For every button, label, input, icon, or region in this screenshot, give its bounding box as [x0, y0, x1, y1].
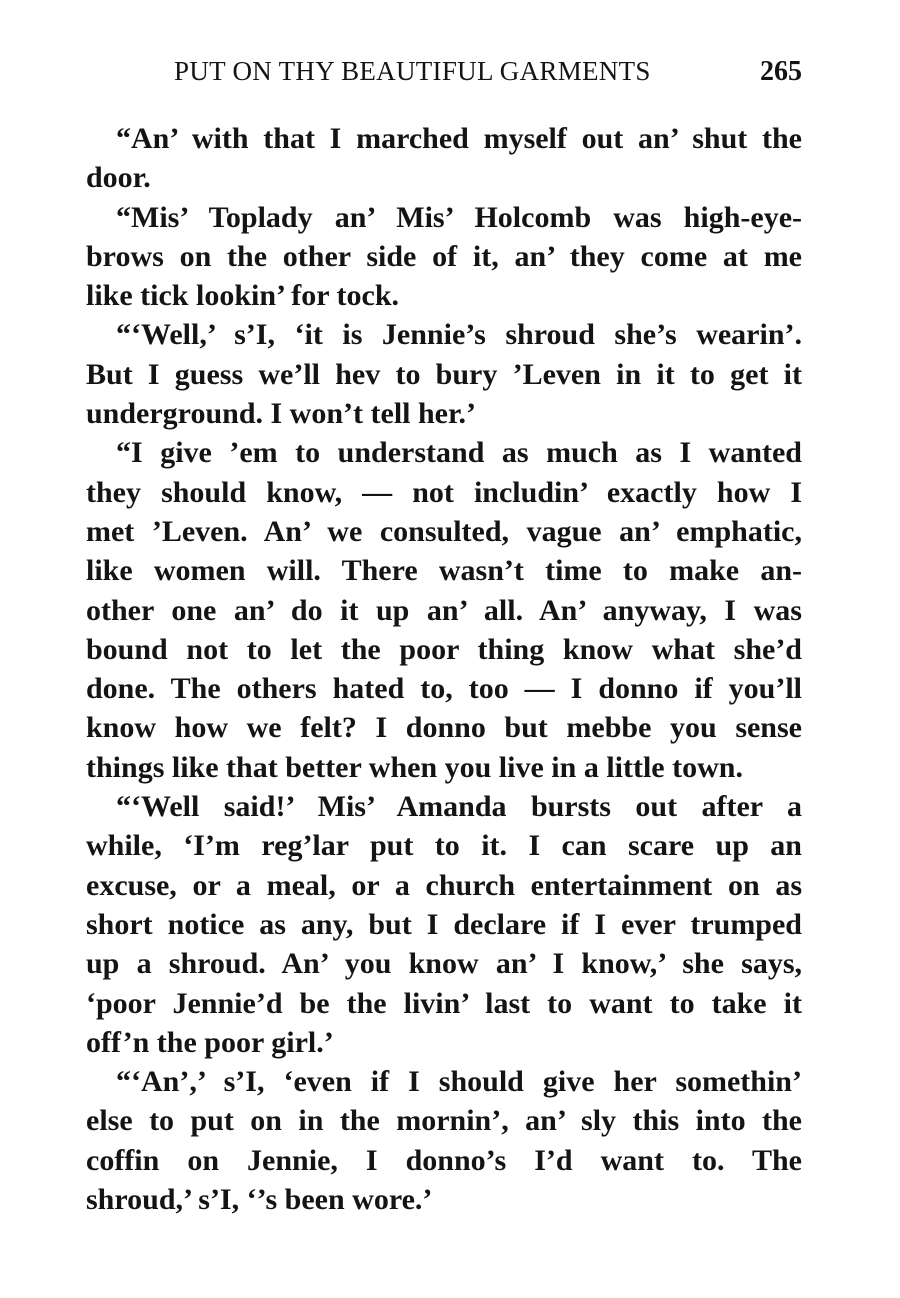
paragraph	[86, 315, 802, 433]
text-line: But I guess we’ll hev to bury ’Leven in it to get it	[86, 357, 802, 391]
text-line: like tick lookin’ for tock.	[86, 279, 400, 313]
text-line: coffin on Jennie, I donno’s I’d want to. The	[86, 1143, 802, 1177]
body-text	[86, 119, 802, 1219]
paragraph	[86, 119, 802, 198]
text-line: things like that better when you live in a little town.	[86, 750, 743, 784]
text-line: bound not to let the poor thing know what she’d	[86, 632, 802, 666]
text-line: “‘An’,’ s’I, ‘even if I should give her somethin’	[116, 1065, 802, 1099]
text-line: excuse, or a meal, or a church entertainment on as	[86, 868, 802, 902]
text-line: “‘Well,’ s’I, ‘it is Jennie’s shroud she’s wearin’.	[116, 318, 802, 352]
running-head-title: PUT ON THY BEAUTIFUL GARMENTS	[174, 56, 651, 86]
text-line: “Mis’ Toplady an’ Mis’ Holcomb was high-eye-	[116, 200, 802, 234]
text-line: done. The others hated to, too — I donno if you’ll	[86, 672, 802, 706]
paragraph	[86, 433, 802, 787]
text-line: door.	[86, 161, 151, 195]
text-line: “‘Well said!’ Mis’ Amanda bursts out after a	[116, 790, 802, 824]
text-line: like women will. There wasn’t time to make an-	[86, 554, 802, 588]
text-line: other one an’ do it up an’ all. An’ anyway, I was	[86, 593, 802, 627]
text-line: underground. I won’t tell her.’	[86, 397, 477, 431]
text-line: ‘poor Jennie’d be the livin’ last to want to take it	[86, 986, 802, 1020]
paragraph	[86, 1062, 802, 1219]
running-head	[86, 56, 802, 96]
text-line: they should know, — not includin’ exactly how I	[86, 475, 802, 509]
text-line: brows on the other side of it, an’ they come at me	[86, 239, 802, 273]
paragraph	[86, 787, 802, 1062]
text-line: up a shroud. An’ you know an’ I know,’ she says,	[86, 947, 802, 981]
paragraph	[86, 198, 802, 316]
text-line: while, ‘I’m reg’lar put to it. I can scare up an	[86, 829, 802, 863]
text-line: shroud,’ s’I, ‘’s been wore.’	[86, 1183, 433, 1217]
text-line: off’n the poor girl.’	[86, 1025, 334, 1059]
text-line: “An’ with that I marched myself out an’ shut the	[116, 122, 802, 155]
text-line: short notice as any, but I declare if I ever trumped	[86, 907, 802, 941]
text-line: else to put on in the mornin’, an’ sly this into the	[86, 1104, 802, 1138]
page-number: 265	[760, 56, 802, 87]
text-line: “I give ’em to understand as much as I wanted	[116, 436, 802, 470]
text-line: know how we felt? I donno but mebbe you sense	[86, 711, 802, 745]
text-line: met ’Leven. An’ we consulted, vague an’ emphatic,	[86, 514, 802, 548]
